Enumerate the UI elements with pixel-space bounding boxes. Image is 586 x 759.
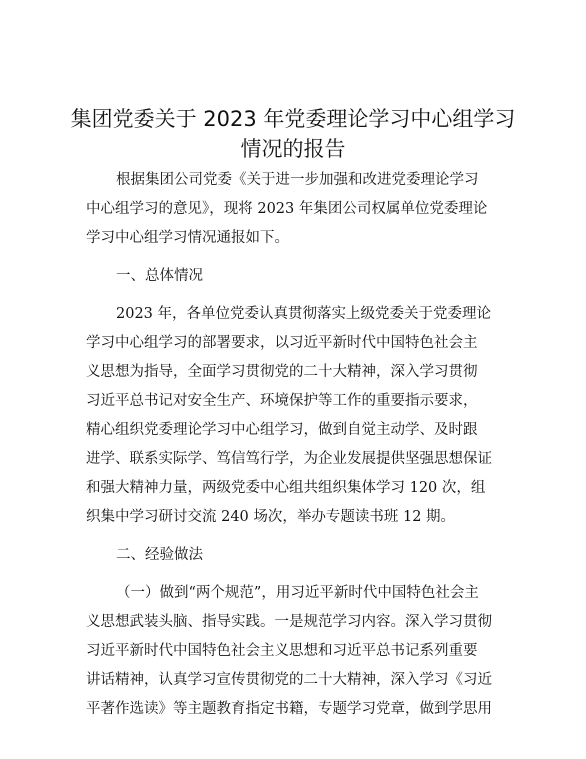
- paragraph-line: 织集中学习研讨交流 240 场次，举办专题读书班 12 期。: [86, 509, 456, 525]
- section-heading-experience: 二、经验做法: [116, 547, 203, 563]
- paragraph-line: 义思想武装头脑、指导实践。一是规范学习内容。深入学习贯彻: [86, 614, 492, 630]
- intro-line: 根据集团公司党委《关于进一步加强和改进党委理论学习: [116, 172, 479, 188]
- paragraph-line: 讲话精神，认真学习宣传贯彻党的二十大精神，深入学习《习近: [86, 672, 492, 688]
- intro-line: 中心组学习的意见》，现将 2023 年集团公司权属单位党委理论: [86, 201, 488, 217]
- paragraph-line: 习近平总书记对安全生产、环境保护等工作的重要指示要求，: [86, 393, 478, 409]
- paragraph-line: （一）做到“两个规范”，用习近平新时代中国特色社会主: [116, 585, 479, 601]
- paragraph-line: 进学、联系实际学、笃信笃行学，为企业发展提供坚强思想保证: [86, 451, 492, 467]
- paragraph-line: 学习中心组学习的部署要求，以习近平新时代中国特色社会主: [86, 335, 478, 351]
- document-title: [0, 104, 586, 164]
- paragraph-line: 平著作选读》等主题教育指定书籍，专题学习党章，做到学思用: [86, 701, 492, 717]
- document-body: [86, 166, 504, 724]
- intro-line: 学习中心组学习情况通报如下。: [86, 230, 289, 246]
- paragraph-line: 2023 年，各单位党委认真贯彻落实上级党委关于党委理论: [116, 306, 492, 322]
- paragraph-line: 和强大精神力量，两级党委中心组共组织集体学习 120 次，组: [86, 480, 486, 496]
- title-line-2: 情况的报告: [240, 137, 346, 161]
- section-heading-overview: 一、总体情况: [116, 268, 203, 284]
- title-line-1: 集团党委关于 2023 年党委理论学习中心组学习: [70, 107, 516, 131]
- paragraph-line: 习近平新时代中国特色社会主义思想和习近平总书记系列重要: [86, 643, 478, 659]
- paragraph-line: 义思想为指导，全面学习贯彻党的二十大精神，深入学习贯彻: [86, 364, 478, 380]
- paragraph-line: 精心组织党委理论学习中心组学习，做到自觉主动学、及时跟: [86, 422, 478, 438]
